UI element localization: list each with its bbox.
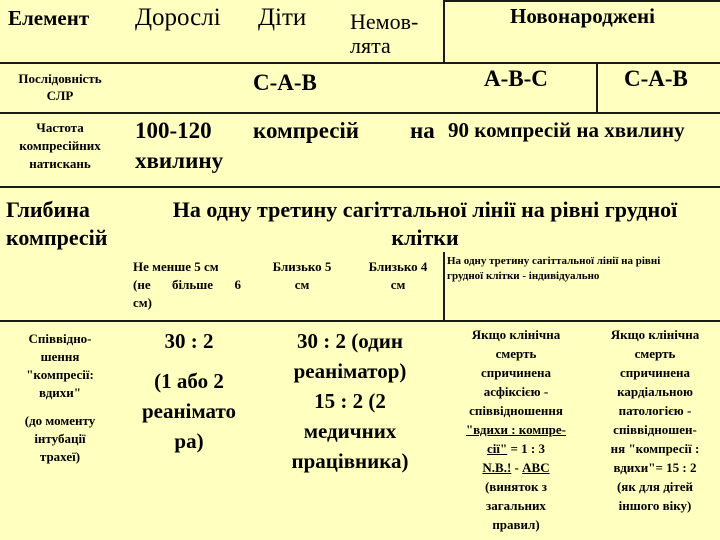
header-newborns: Новонароджені bbox=[509, 4, 655, 28]
header-children: Діти bbox=[258, 4, 307, 31]
ratio-children-infants: 30 : 2 (один реаніматор) 15 : 2 (2 медичних працівника) bbox=[291, 329, 409, 473]
rate-value-part: на bbox=[410, 118, 435, 143]
grid-line bbox=[0, 112, 720, 114]
header-element: Елемент bbox=[8, 6, 90, 30]
depth-newborns: На одну третину сагіттальної лінії на рівні грудної клітки - індивідуально bbox=[447, 255, 661, 282]
depth-general: На одну третину сагіттальної лінії на рівні грудної клітки bbox=[172, 197, 678, 250]
sequence-abc-newborn: А-В-С bbox=[484, 66, 548, 91]
rate-value-part: компресій bbox=[253, 118, 360, 143]
rate-label: Частота компресійних натискань bbox=[19, 120, 101, 171]
grid-line bbox=[0, 320, 720, 322]
depth-label: Глибина компресій bbox=[6, 197, 108, 250]
depth-infants: Близько 4 см bbox=[368, 259, 428, 292]
sequence-cab: С-А-В bbox=[253, 70, 317, 95]
ratio-newborn-cardiac: Якщо клінічна смерть спричинена кардіальною патологією - співвідношен- ня "компресії : вдихи"= 15 : 2 (як для дітей іншого віку) bbox=[610, 327, 700, 513]
rate-newborn: 90 компресій на хвилину bbox=[448, 118, 685, 142]
sequence-label: Послідовність СЛР bbox=[18, 71, 102, 103]
grid-line bbox=[443, 252, 445, 320]
ratio-newborn-asphyxia: Якщо клінічна смерть спричинена асфіксією - співвідношення "вдихи : компре- сії" = 1 : 3 N.B.! - АВС (виняток з загальних правил) bbox=[465, 327, 567, 532]
depth-children: Близько 5 см bbox=[272, 259, 332, 292]
ratio-adults: 30 : 2 (1 або 2 реанімато ра) bbox=[141, 329, 237, 453]
ratio-label: Співвідно- шення "компресії: вдихи" (до моменту інтубації трахеї) bbox=[24, 331, 96, 464]
grid-line bbox=[0, 186, 720, 188]
header-adults: Дорослі bbox=[135, 4, 221, 31]
depth-adults: Не менше 5 см (не більше 6 см) bbox=[133, 259, 241, 310]
rate-value-part: 100-120 bbox=[135, 118, 212, 143]
sequence-cab-newborn: С-А-В bbox=[624, 66, 688, 91]
grid-line bbox=[443, 0, 720, 2]
rate-value-part: хвилину bbox=[135, 148, 224, 173]
grid-line bbox=[0, 62, 720, 64]
grid-line bbox=[596, 62, 598, 112]
header-infants: Немов- лята bbox=[350, 9, 419, 58]
